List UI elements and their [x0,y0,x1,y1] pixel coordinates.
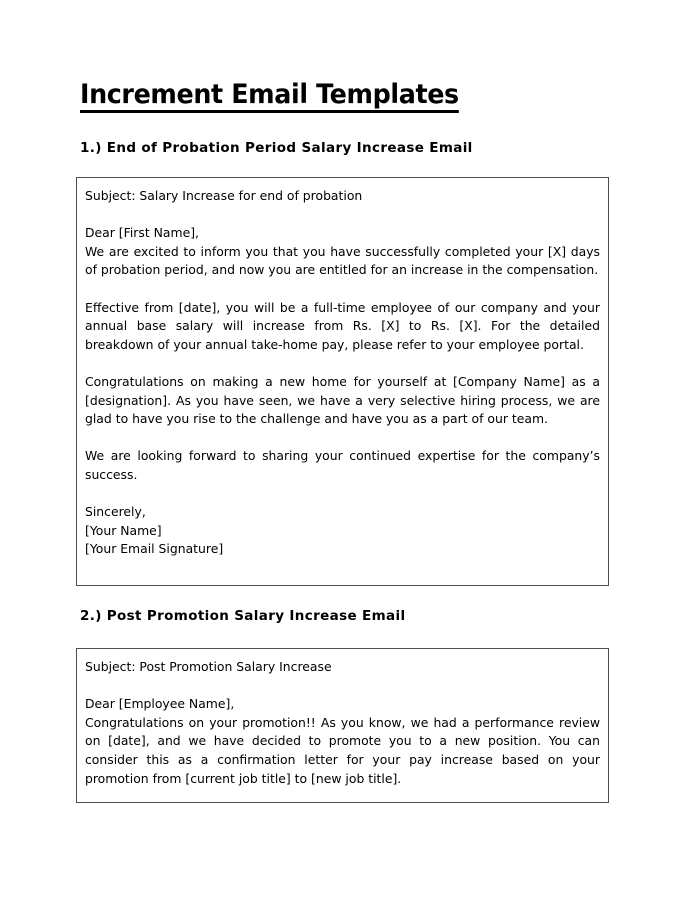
email-sender-name-1: [Your Name] [85,522,162,538]
paragraph-spacer [85,677,600,696]
email-template-box-2 [76,648,609,803]
email-salutation-2: Dear [Employee Name], [85,696,235,712]
email-paragraph-1-4: We are looking forward to sharing your continued expertise for the company’s success. [85,448,600,482]
email-subject-2: Subject: Post Promotion Salary Increase [85,659,332,674]
page-title [80,81,483,113]
paragraph-spacer [85,429,600,448]
page-title-text: Increment Email Templates [80,81,459,113]
paragraph-spacer [85,485,600,504]
section-heading-2: 2.) Post Promotion Salary Increase Email [80,608,406,624]
email-subject-1: Subject: Salary Increase for end of probation [85,188,363,203]
email-paragraph-1-2: Effective from [date], you will be a full-time employee of our company and your annual base salary will increase from Rs. [X] to Rs. [X]. For the detailed breakdown of your annual take-home pay, please refer to your employee portal. [85,299,600,352]
email-paragraph-1-3: Congratulations on making a new home for yourself at [Company Name] as a [designation]. As you have seen, we have a very selective hiring process, we are glad to have you rise to the challenge and have you as a part of our team. [85,373,600,427]
email-template-box-1 [76,177,609,586]
paragraph-spacer [85,280,600,299]
email-signature-1: [Your Email Signature] [85,541,224,557]
email-paragraph-2-1: Congratulations on your promotion!! As you know, we had a performance review on [date], and we have decided to promote you to a new position. You can consider this as a confirmation letter for your pay increase based on your promotion from [current job title] to [new job title]. [85,714,600,786]
email-paragraph-1-1: We are excited to inform you that you have successfully completed your [X] days of probation period, and now you are entitled for an increase in the compensation. [85,243,600,278]
email-closing-1: Sincerely, [85,504,146,520]
email-salutation-1: Dear [First Name], [85,225,199,241]
paragraph-spacer [85,354,600,373]
paragraph-spacer [85,206,600,225]
email-body-1 [85,187,600,559]
section-heading-1: 1.) End of Probation Period Salary Increase Email [80,140,473,156]
email-body-2 [85,658,600,788]
